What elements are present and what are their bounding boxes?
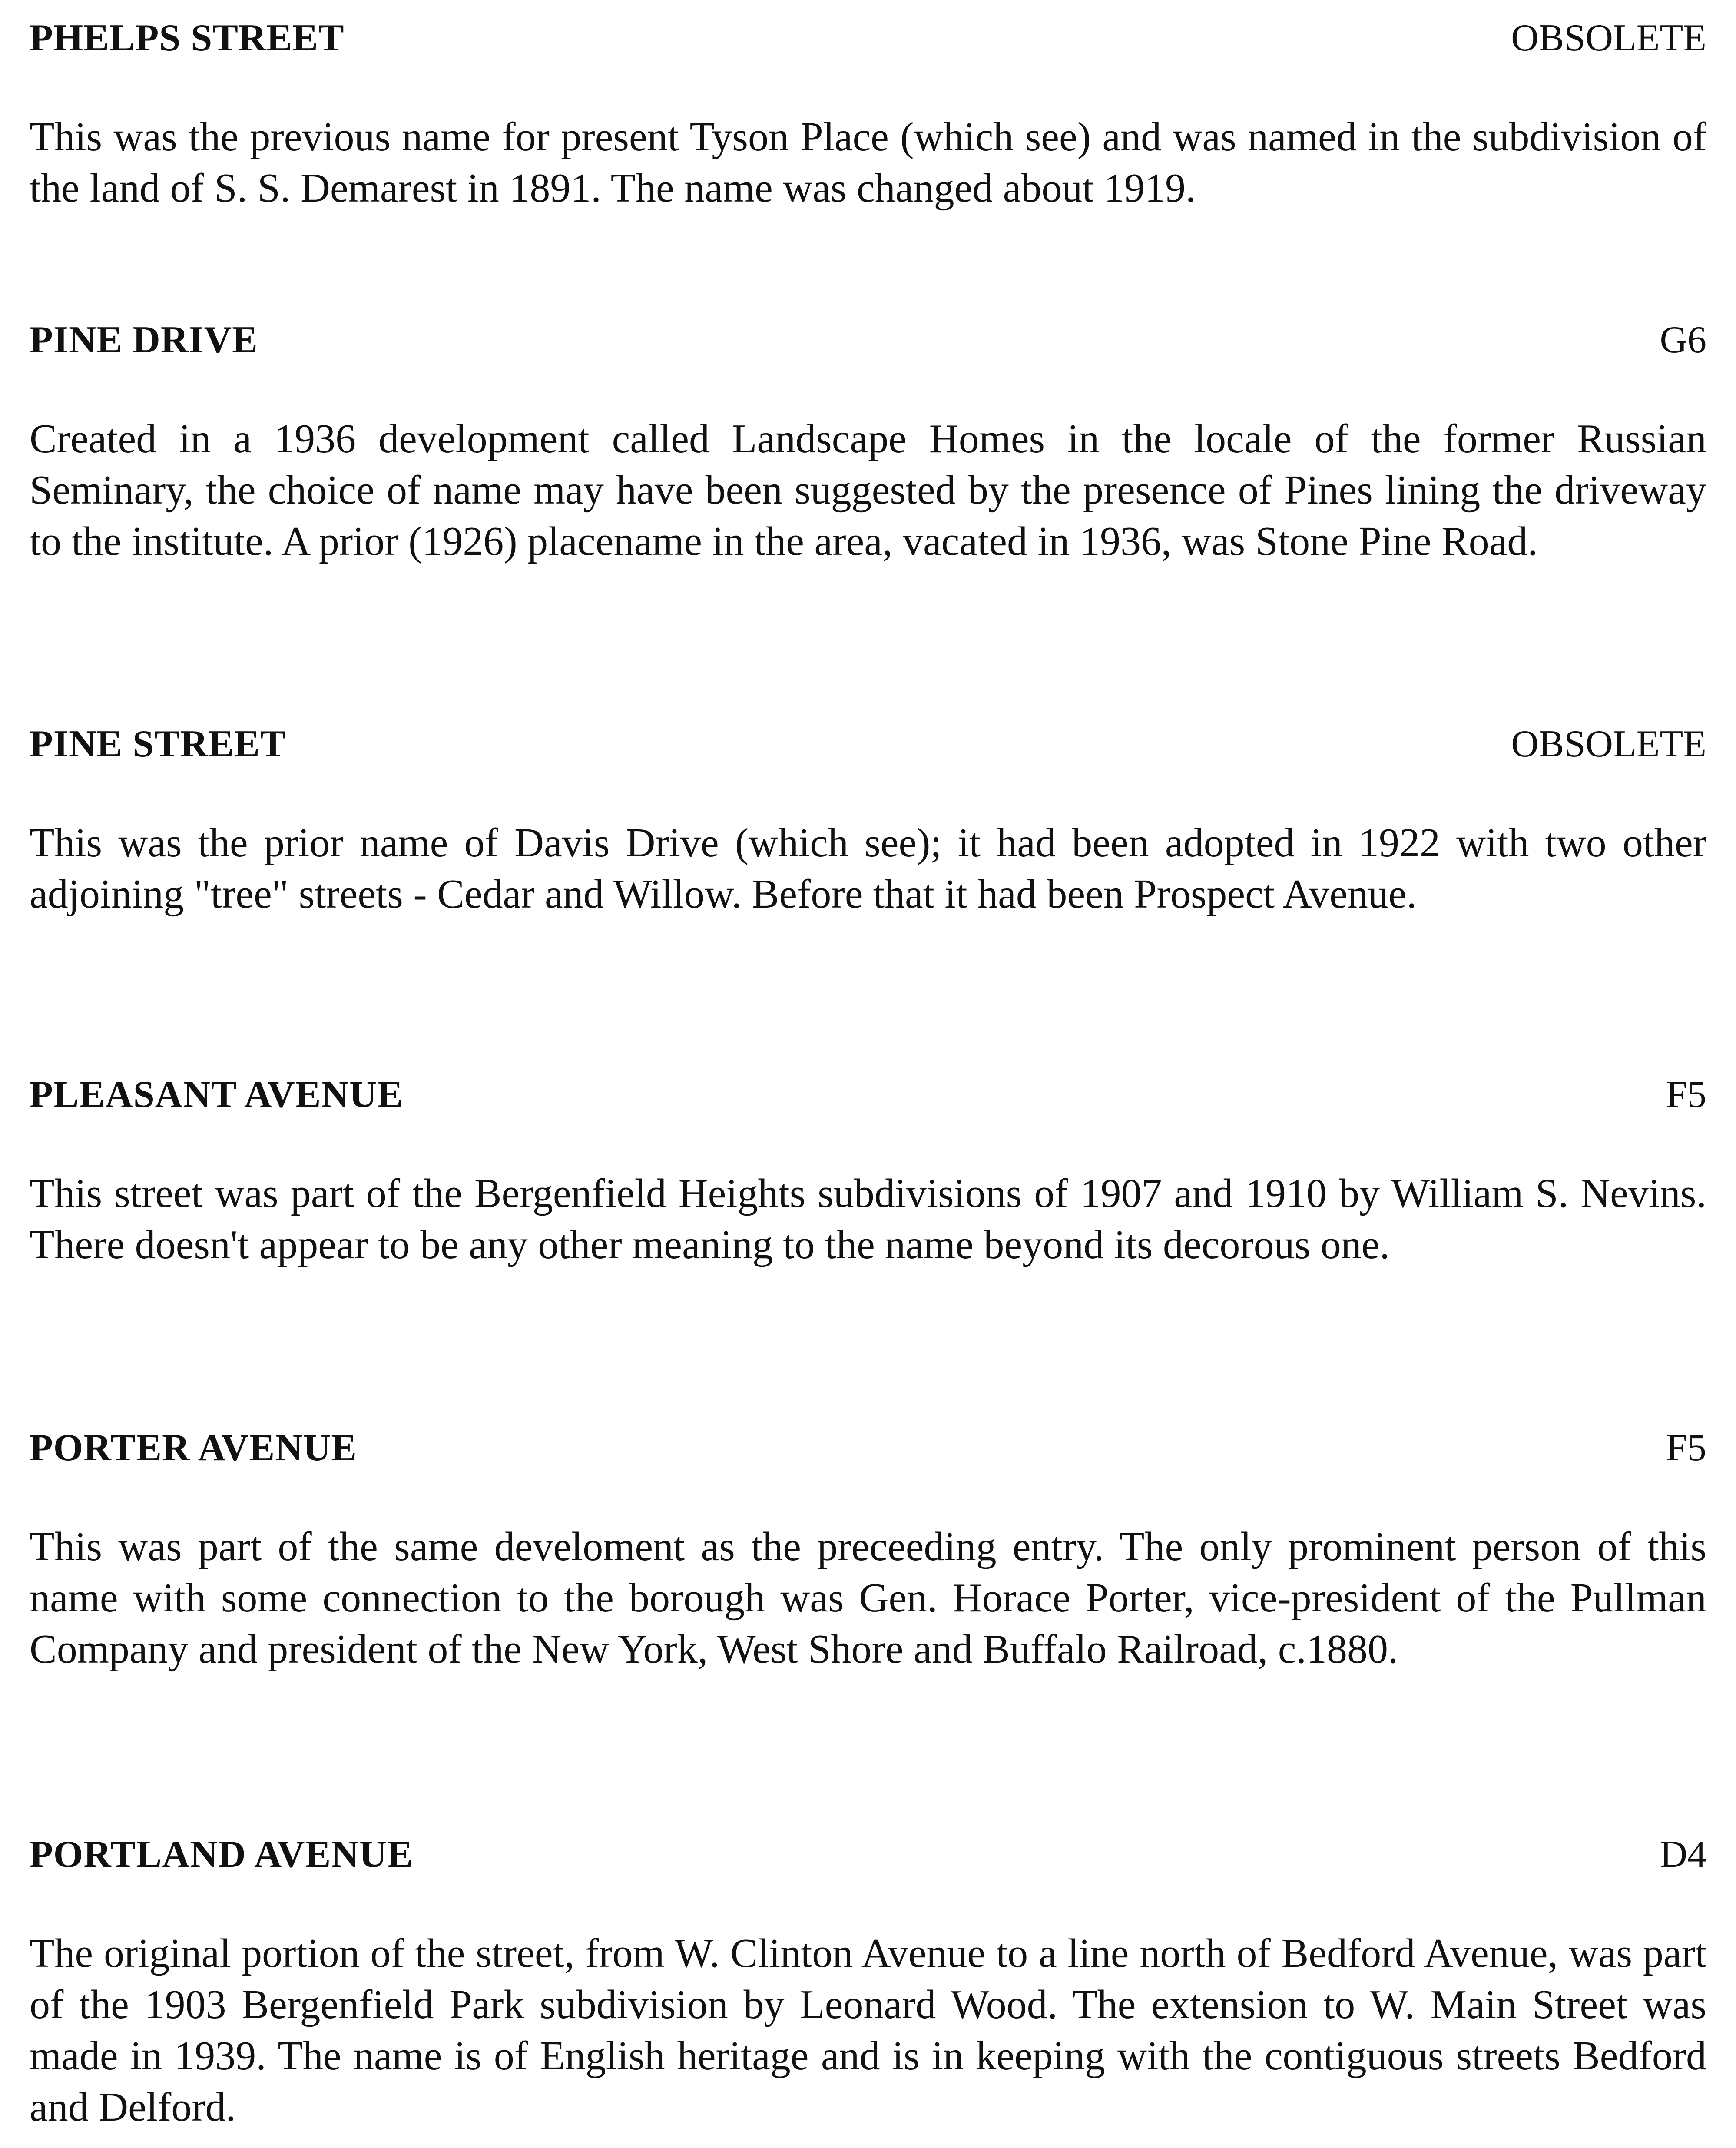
entry-header (30, 17, 1706, 60)
entry-title: PINE STREET (30, 723, 286, 765)
entry-description: This was the previous name for present Tyson Place (which see) and was named in the subdivision of the land of S. S. Demarest in 1891. The name was changed about 1919. (30, 114, 1706, 211)
entry-pine-drive (30, 318, 1706, 567)
entry-header (30, 723, 1706, 766)
entry-pine-street (30, 723, 1706, 920)
entry-header (30, 1833, 1706, 1876)
entry-description: Created in a 1936 development called Landscape Homes in the locale of the former Russian Seminary, the choice of name may have been suggested by the presence of Pines lining the driveway to the institute. A prior (1926) placename in the area, vacated in 1936, was Stone Pine Road. (30, 416, 1706, 564)
entry-code: F5 (1666, 1074, 1706, 1116)
entry-description: The original portion of the street, from W. Clinton Avenue to a line north of Bedford Avenue, was part of the 1903 Bergenfield Park subdivision by Leonard Wood. The extension to W. Main Street was made in 1939. The name is of English heritage and is in keeping with the contiguous streets Bedford and Delford. (30, 1931, 1706, 2130)
entry-title: PORTER AVENUE (30, 1427, 357, 1469)
entry-code: F5 (1666, 1427, 1706, 1469)
entry-code: D4 (1660, 1833, 1706, 1876)
entry-phelps-street (30, 17, 1706, 214)
entry-header (30, 1073, 1706, 1117)
entry-portland-avenue (30, 1833, 1706, 2133)
entry-code: G6 (1660, 319, 1706, 361)
entry-description: This street was part of the Bergenfield Heights subdivisions of 1907 and 1910 by William S. Nevins. There doesn't appear to be any other meaning to the name beyond its decorous one. (30, 1171, 1706, 1267)
entry-pleasant-avenue (30, 1073, 1706, 1270)
entry-title: PHELPS STREET (30, 17, 345, 59)
entry-header (30, 318, 1706, 362)
entry-porter-avenue (30, 1426, 1706, 1675)
entry-header (30, 1426, 1706, 1470)
entry-title: PINE DRIVE (30, 319, 258, 361)
entry-description: This was part of the same develoment as the preceeding entry. The only prominent person of this name with some connection to the borough was Gen. Horace Porter, vice-president of the Pullman Company and president of the New York, West Shore and Buffalo Railroad, c.1880. (30, 1524, 1706, 1672)
entry-title: PLEASANT AVENUE (30, 1074, 404, 1116)
entry-title: PORTLAND AVENUE (30, 1833, 414, 1876)
entry-description: This was the prior name of Davis Drive (which see); it had been adopted in 1922 with two other adjoining "tree" streets - Cedar and Willow. Before that it had been Prospect Avenue. (30, 820, 1706, 917)
entry-code: OBSOLETE (1511, 17, 1706, 59)
entry-code: OBSOLETE (1511, 723, 1706, 765)
